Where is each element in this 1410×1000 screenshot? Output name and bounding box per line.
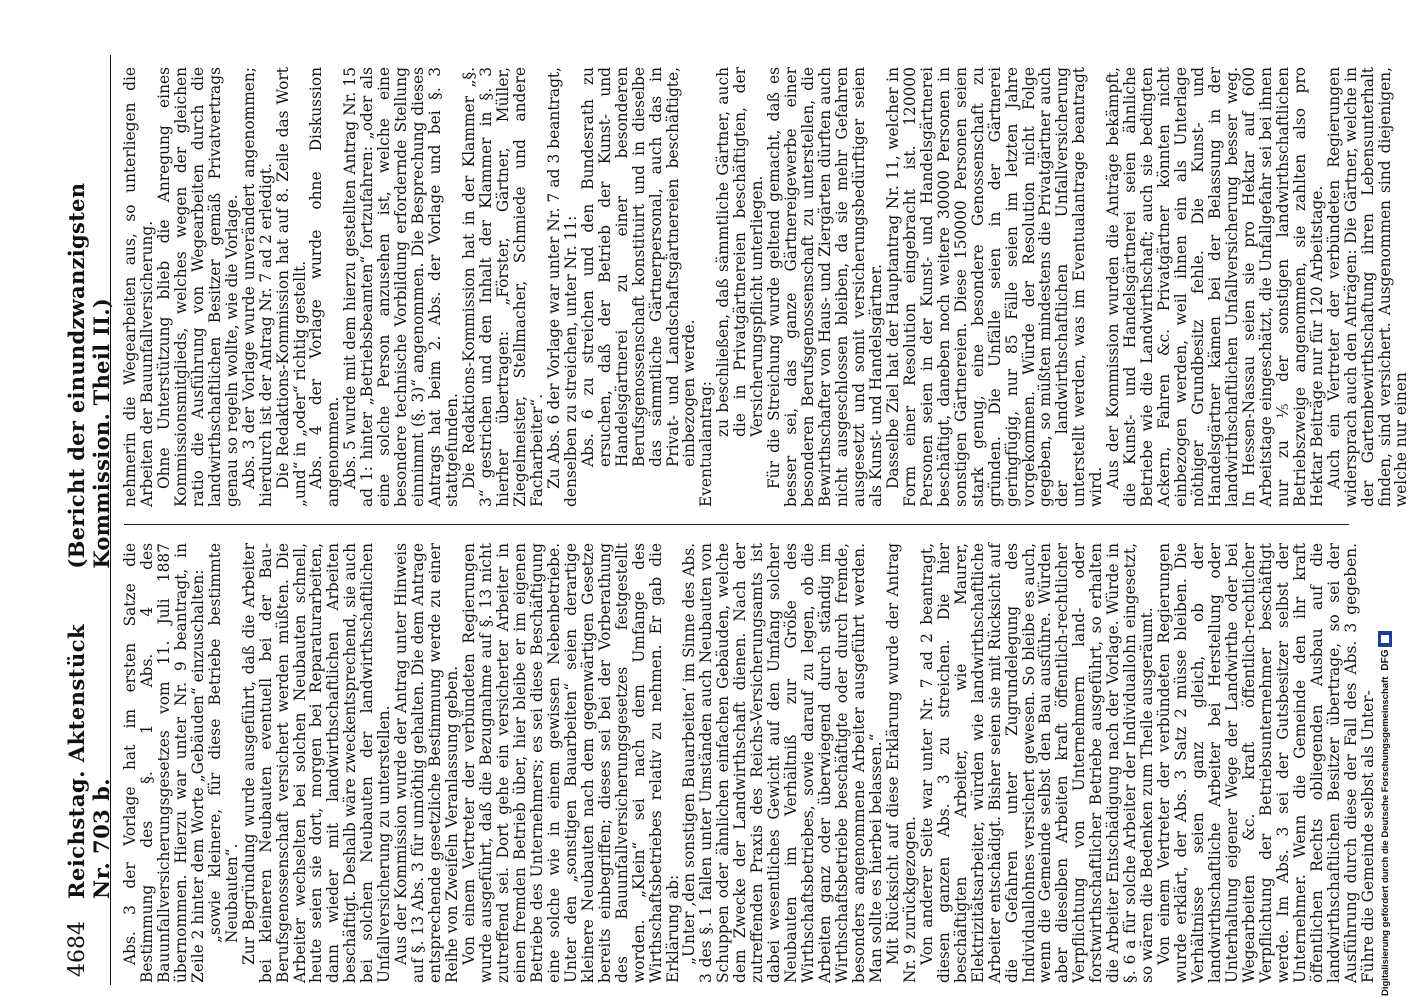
page-header — [64, 55, 114, 985]
paragraph: Dasselbe Ziel hat der Hauptantrag Nr. 11, welcher in Form einer Resolution eingebracht ist. 120000 Personen seien in der Kunst- und Handelsgärtnerei beschäftigt, daneben noch weitere 30000 Personen in sonstigen Gärtnereien. Diese 150000 Personen seien stark genug, eine besondere Genossenschaft zu gründen. Die Unfälle seien in der Gärtnerei geringfügig, nur 85 Fälle seien im letzten Jahre vorgekommen. Würde der Resolution nicht Folge gegeben, so müßten mindestens die Privatgärtner auch der landwirthschaftlichen Unfallversicherung unterstellt werden, was im Eventualantrage beantragt wird. — [883, 67, 1106, 507]
paragraph: Abs. 3 der Vorlage hat im ersten Satze die Bestimmung des §. 1 Abs. 4 des Bauunfallversicherungsgesetzes vom 11. Juli 1887 übernommen. Hierzu war unter Nr. 9 beantragt, in Zeile 2 hinter dem Worte „Gebäuden“ einzuschalten: — [121, 543, 207, 983]
sidebar-rotated — [1376, 631, 1394, 996]
paragraph: nehmerin die Wegearbeiten aus, so unterliegen die Arbeiten der Bauunfallversicherung. — [121, 67, 156, 507]
dfg-logo — [1378, 631, 1392, 671]
paragraph: Die Redaktions-Kommission hat auf 8. Zeile das Wort „und“ in „oder“ richtig gestellt. — [273, 67, 309, 507]
quote-paragraph: „Unter ‚den sonstigen Bauarbeiten‘ im Sinne des Abs. 3 des §. 1 fallen unter Umständen auch Neubauten von Schuppen oder ähnlichen einfachen Gebäuden, welche dem Zwecke der Landwirthschaft dienen. Nach der zutreffenden Praxis des Reichs-Versicherungsamts ist dabei wesentliches Gewicht auf den Umfang solcher Neubauten im Verhältniß zur Größe des Wirthschaftsbetriebes, sowie darauf zu legen, ob die Arbeiten ganz oder überwiegend durch ständig im Wirthschaftsbetriebe beschäftigte oder durch fremde, besonders angenommene Arbeiter ausgeführt werden. Man sollte es hierbei belassen.“ — [680, 543, 885, 983]
paragraph: Zur Begründung wurde ausgeführt, daß die Arbeiter bei kleineren Neubauten eventuell bei der Bau-Berufsgenossenschaft versichert werden müßten. Die Arbeiter wechselten bei solchen Neubauten schnell, heute seien sie dort, morgen bei Reparaturarbeiten, dann wieder mit landwirthschaftlichen Arbeiten beschäftigt. Deshalb wäre zweckentsprechend, sie auch bei solchen Neubauten der landwirthschaftlichen Unfallversicherung zu unterstellen. — [239, 543, 394, 983]
paragraph: Abs. 4 der Vorlage wurde ohne Diskussion angenommen. — [307, 67, 343, 507]
paragraph-label: Eventualantrag: — [697, 381, 716, 507]
paragraph: Abs. 5 wurde mit dem hierzu gestellten Antrag Nr. 15 ad 1: hinter „Betriebsbeamten“ fortzufahren: „oder als eine solche Person anzusehen ist, welche eine besondere technische Vorbildung erfordernde Stellung einnimmt (§. 3)“ angenommen. Die Besprechung dieses Antrags hat beim 2. Abs. der Vorlage und bei §. 3 stattgefunden. — [341, 67, 462, 507]
paragraph: Abs. 3 der Vorlage wurde unverändert angenommen; hierdurch ist der Antrag Nr. 7 ad 2 erledigt. — [239, 67, 275, 507]
paragraph: Mit Rücksicht auf diese Erklärung wurde der Antrag Nr. 9 zurückgezogen. — [883, 543, 919, 983]
paragraph: Von einem Vertreter der verbündeten Regierungen wurde ausgeführt, daß die Bezugnahme auf §. 13 nicht zutreffend sei. Dort gehe ein versicherter Arbeiter in einen fremden Betrieb über, hier bleibe er im eigenen Betriebe des Unternehmers; es sei diese Beschäftigung eine solche wie in einem gewissen Nebenbetriebe. Unter den „sonstigen Bauarbeiten“ seien derartige kleinere Neubauten nach dem gegenwärtigen Gesetze bereits einbegriffen; dieses sei bei der Vorberathung des Bauunfallversicherungsgesetzes festgestellt worden. „Klein“ sei nach dem Umfange des Wirthschaftsbetriebes relativ zu nehmen. Er gab die Erklärung ab: — [460, 543, 682, 983]
paragraph: Aus der Kommission wurde der Antrag unter Hinweis auf §. 13 Abs. 3 für unnöthig gehalten. Die dem Antrage entsprechende gesetzliche Bestimmung werde zu einer Reihe von Zweifeln Veranlassung geben. — [392, 543, 462, 983]
page-number: 4684 — [65, 921, 90, 977]
dfg-logo-text: DFG — [1379, 649, 1391, 671]
paragraph: Ohne Unterstützung blieb die Anregung eines Kommissionsmitglieds, welches wegen der gleichen ratio die Ausführung von Wegearbeiten durch die landwirthschaftlichen Besitzer gemäß Privatvertrags genau so regeln wollte, wie die Vorlage. — [154, 67, 241, 507]
paragraph: Auch ein Vertreter der verbündeten Regierungen widersprach auch den Anträgen: Die Gärtner, welche in der Gartenbewirthschaftung ihren Lebensunterhalt finden, sind versichert. Ausgenommen sind diejenigen, welche nur einen — [1324, 67, 1410, 507]
column-divider — [124, 524, 1349, 525]
digitization-sidebar — [1370, 0, 1397, 1000]
paragraph: Die Redaktions-Kommission hat in der Klammer „§. 3“ gestrichen und den Inhalt der Klammer in §. 3 hierher übertragen: „Förster, Gärtner, Müller, Ziegelmeister, Stellmacher, Schmiede und andere Facharbeiter“. — [460, 67, 546, 507]
header-title: Reichstag. Aktenstück Nr. 703 b. — [64, 623, 114, 899]
digitization-note: Digitalisierung gefördert durch die Deutsche Forschungsgemeinschaft — [1379, 676, 1391, 996]
dfg-logo-mark-icon — [1378, 631, 1392, 647]
quote-paragraph: „sowie kleinere, für diese Betriebe bestimmte Neubauten“. — [205, 543, 241, 943]
paragraph: Aus der Kommission wurden die Anträge bekämpft, die Kunst- und Handelsgärtnerei seien ähnliche Betriebe wie die Landwirthschaft; auch sie bedingten Ackern, Fahren &c. Privatgärtner könnten nicht einbezogen werden, weil ihnen ein als Unterlage nöthiger Grundbesitz fehle. Die Kunst- und Handelsgärtner kämen bei der Belassung in der landwirthschaftlichen Unfallversicherung besser weg. In Hessen-Nassau seien sie pro Hektar auf 600 Arbeitstage eingeschätzt, die Unfallgefahr sei bei ihnen nur zu ⅕ der sonstigen landwirthschaftlichen Betriebszweige angenommen, sie zahlten also pro Hektar Beiträge nur für 120 Arbeitstage. — [1104, 67, 1326, 507]
header-subtitle: (Bericht der einundzwanzigsten Kommission. Theil II.) — [64, 182, 114, 569]
motion-paragraph: Abs. 6 zu streichen und den Bundesrath zu ersuchen, daß der Betrieb der Kunst- und Handelsgärtnerei zu einer besonderen Berufsgenossenschaft konstituirt und in dieselbe das sämmtliche Gärtnerpersonal, auch das in Privat- und Landschaftsgärtnereien beschäftigte, einbezogen werde. — [578, 67, 699, 467]
text-column-left — [121, 543, 1377, 983]
paragraph: Von einem Vertreter der verbündeten Regierungen wurde erklärt, der Abs. 3 Satz 2 müsse bleiben. Die Verhältnisse seien ganz gleich, ob der landwirthschaftliche Arbeiter bei Herstellung oder Unterhaltung eigener Wege der Landwirthe oder bei Wegearbeiten &c. kraft öffentlich-rechtlicher Verpflichtung der Betriebsunternehmer beschäftigt werde. Im Abs. 3 sei der Gutsbesitzer selbst der Unternehmer. Wenn die Gemeinde den ihr kraft öffentlichen Rechts obliegenden Ausbau auf die landwirthschaftlichen Besitzer übertrage, so sei der Ausführung durch diese der Fall des Abs. 3 gegeben. Führe die Gemeinde selbst als Unter- — [1155, 543, 1377, 983]
paragraph: Für die Streichung wurde geltend gemacht, daß es besser sei, das ganze Gärtnereigewerbe einer besonderen Berufsgenossenschaft zu unterstellen, die Bewirthschafter von Haus- und Ziergärten dürften auch nicht ausgeschlossen bleiben, da sie mehr Gefahren ausgesetzt und somit versicherungsbedürftiger seien als Kunst- und Handelsgärtner. — [765, 67, 885, 507]
paragraph: Zu Abs. 6 der Vorlage war unter Nr. 7 ad 3 beantragt, denselben zu streichen, unter Nr. 11: — [544, 67, 580, 507]
paragraph: Von anderer Seite war unter Nr. 7 ad 2 beantragt, diesen ganzen Abs. 3 zu streichen. Die hier beschäftigten Arbeiter, wie Maurer, Elektrizitätsarbeiter, würden wie landwirthschaftliche Arbeiter entschädigt. Bisher seien sie mit Rücksicht auf die Gefahren unter Zugrundelegung des Individuallohnes versichert gewesen. So bleibe es auch, wenn die Gemeinde selbst den Bau ausführe. Würden aber dieselben Arbeiten kraft öffentlich-rechtlicher Verpflichtung von Unternehmern land- oder forstwirthschaftlicher Betriebe ausgeführt, so erhalten die Arbeiter Entschädigung nach der Vorlage. Würde in §. 6 a für solche Arbeiter der Individuallohn eingesetzt, so wären die Bedenken zum Theile ausgeräumt. — [917, 543, 1157, 983]
motion-paragraph: zu beschließen, daß sämmtliche Gärtner, auch die in Privatgärtnereien beschäftigten, der Versicherungspflicht unterliegen. — [714, 67, 767, 437]
text-column-right — [121, 67, 1410, 507]
